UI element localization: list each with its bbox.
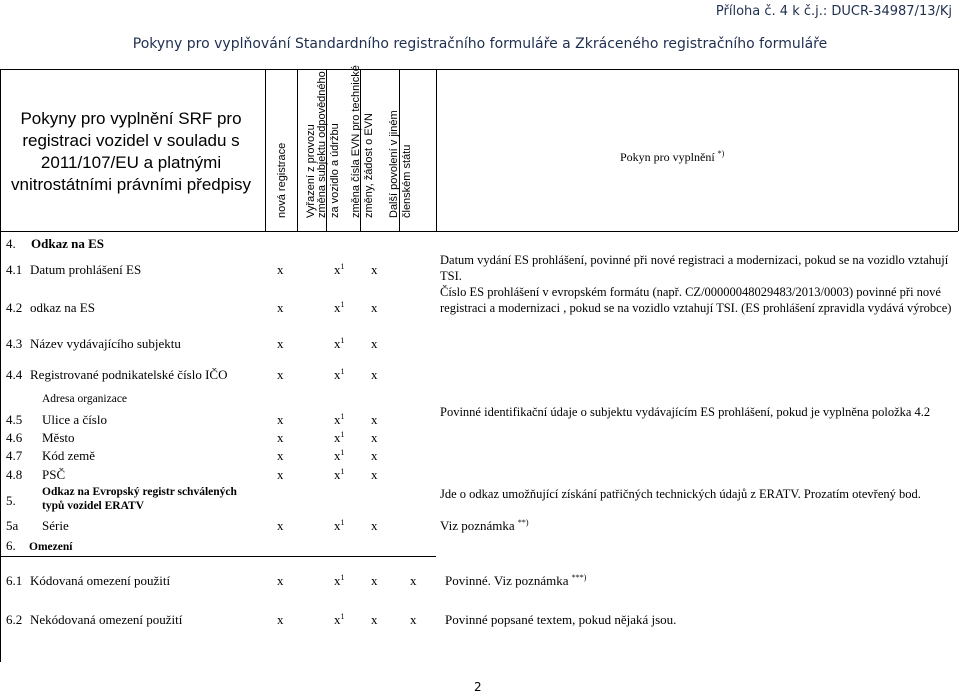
table-right-border [958, 69, 959, 231]
row-6: 6. Omezení [6, 538, 73, 553]
col-header-ecm-change: změna subjektu odpovědného za vozidlo a údržbu [316, 71, 341, 218]
row-4: 4. Odkaz na ES [6, 236, 104, 251]
col-header-new-registration: nová registrace [276, 142, 288, 218]
table-top-border [0, 69, 958, 70]
col-divider-1 [265, 69, 266, 231]
col-divider-6 [436, 69, 437, 231]
col-header-instruction: Pokyn pro vyplnění *) [620, 149, 725, 164]
attachment-reference: Příloha č. 4 k č.j.: DUCR-34987/13/Kj [715, 4, 952, 19]
col-header-evn-change: změna čísla EVN pro technické změny, žádost o EVN [350, 65, 375, 218]
address-heading: Adresa organizace [42, 393, 128, 405]
page-number: 2 [474, 680, 482, 694]
table-header-border [0, 231, 958, 232]
table-left-border [0, 69, 1, 662]
document-title: Pokyny pro vyplňování Standardního registračního formuláře a Zkráceného registračního formuláře [132, 36, 828, 52]
note-4-1: Datum vydání ES prohlášení, povinné při nové registraci a modernizaci, pokud se na vozidlo vztahují TSI. [440, 253, 949, 283]
col-header-other-state: Další povolení v jiném členském státu [388, 110, 413, 218]
table-title: Pokyny pro vyplnění SRF pro registraci vozidel v souladu s 2011/107/EU a platnými vnitrostátními právními předpisy [11, 109, 251, 194]
row-divider-omezeni [0, 556, 436, 557]
note-4-2: Číslo ES prohlášení v evropském formátu (např. CZ/00000048029483/2013/0003) povinné při nové registraci a modernizaci , pokud se na vozidlo vztahují TSI. (ES prohlášení zpravidla vydává výrobce) [440, 285, 952, 315]
note-5: Jde o odkaz umožňující získání patřičných technických údajů z ERATV. Prozatím otevřený bod. [440, 487, 921, 501]
col-header-withdrawal: Vyřazení z provozu [305, 124, 317, 218]
note-4-5: Povinné identifikační údaje o subjektu vydávajícím ES prohlášení, pokud je vyplněna položka 4.2 [440, 405, 931, 419]
col-divider-2 [297, 69, 298, 231]
